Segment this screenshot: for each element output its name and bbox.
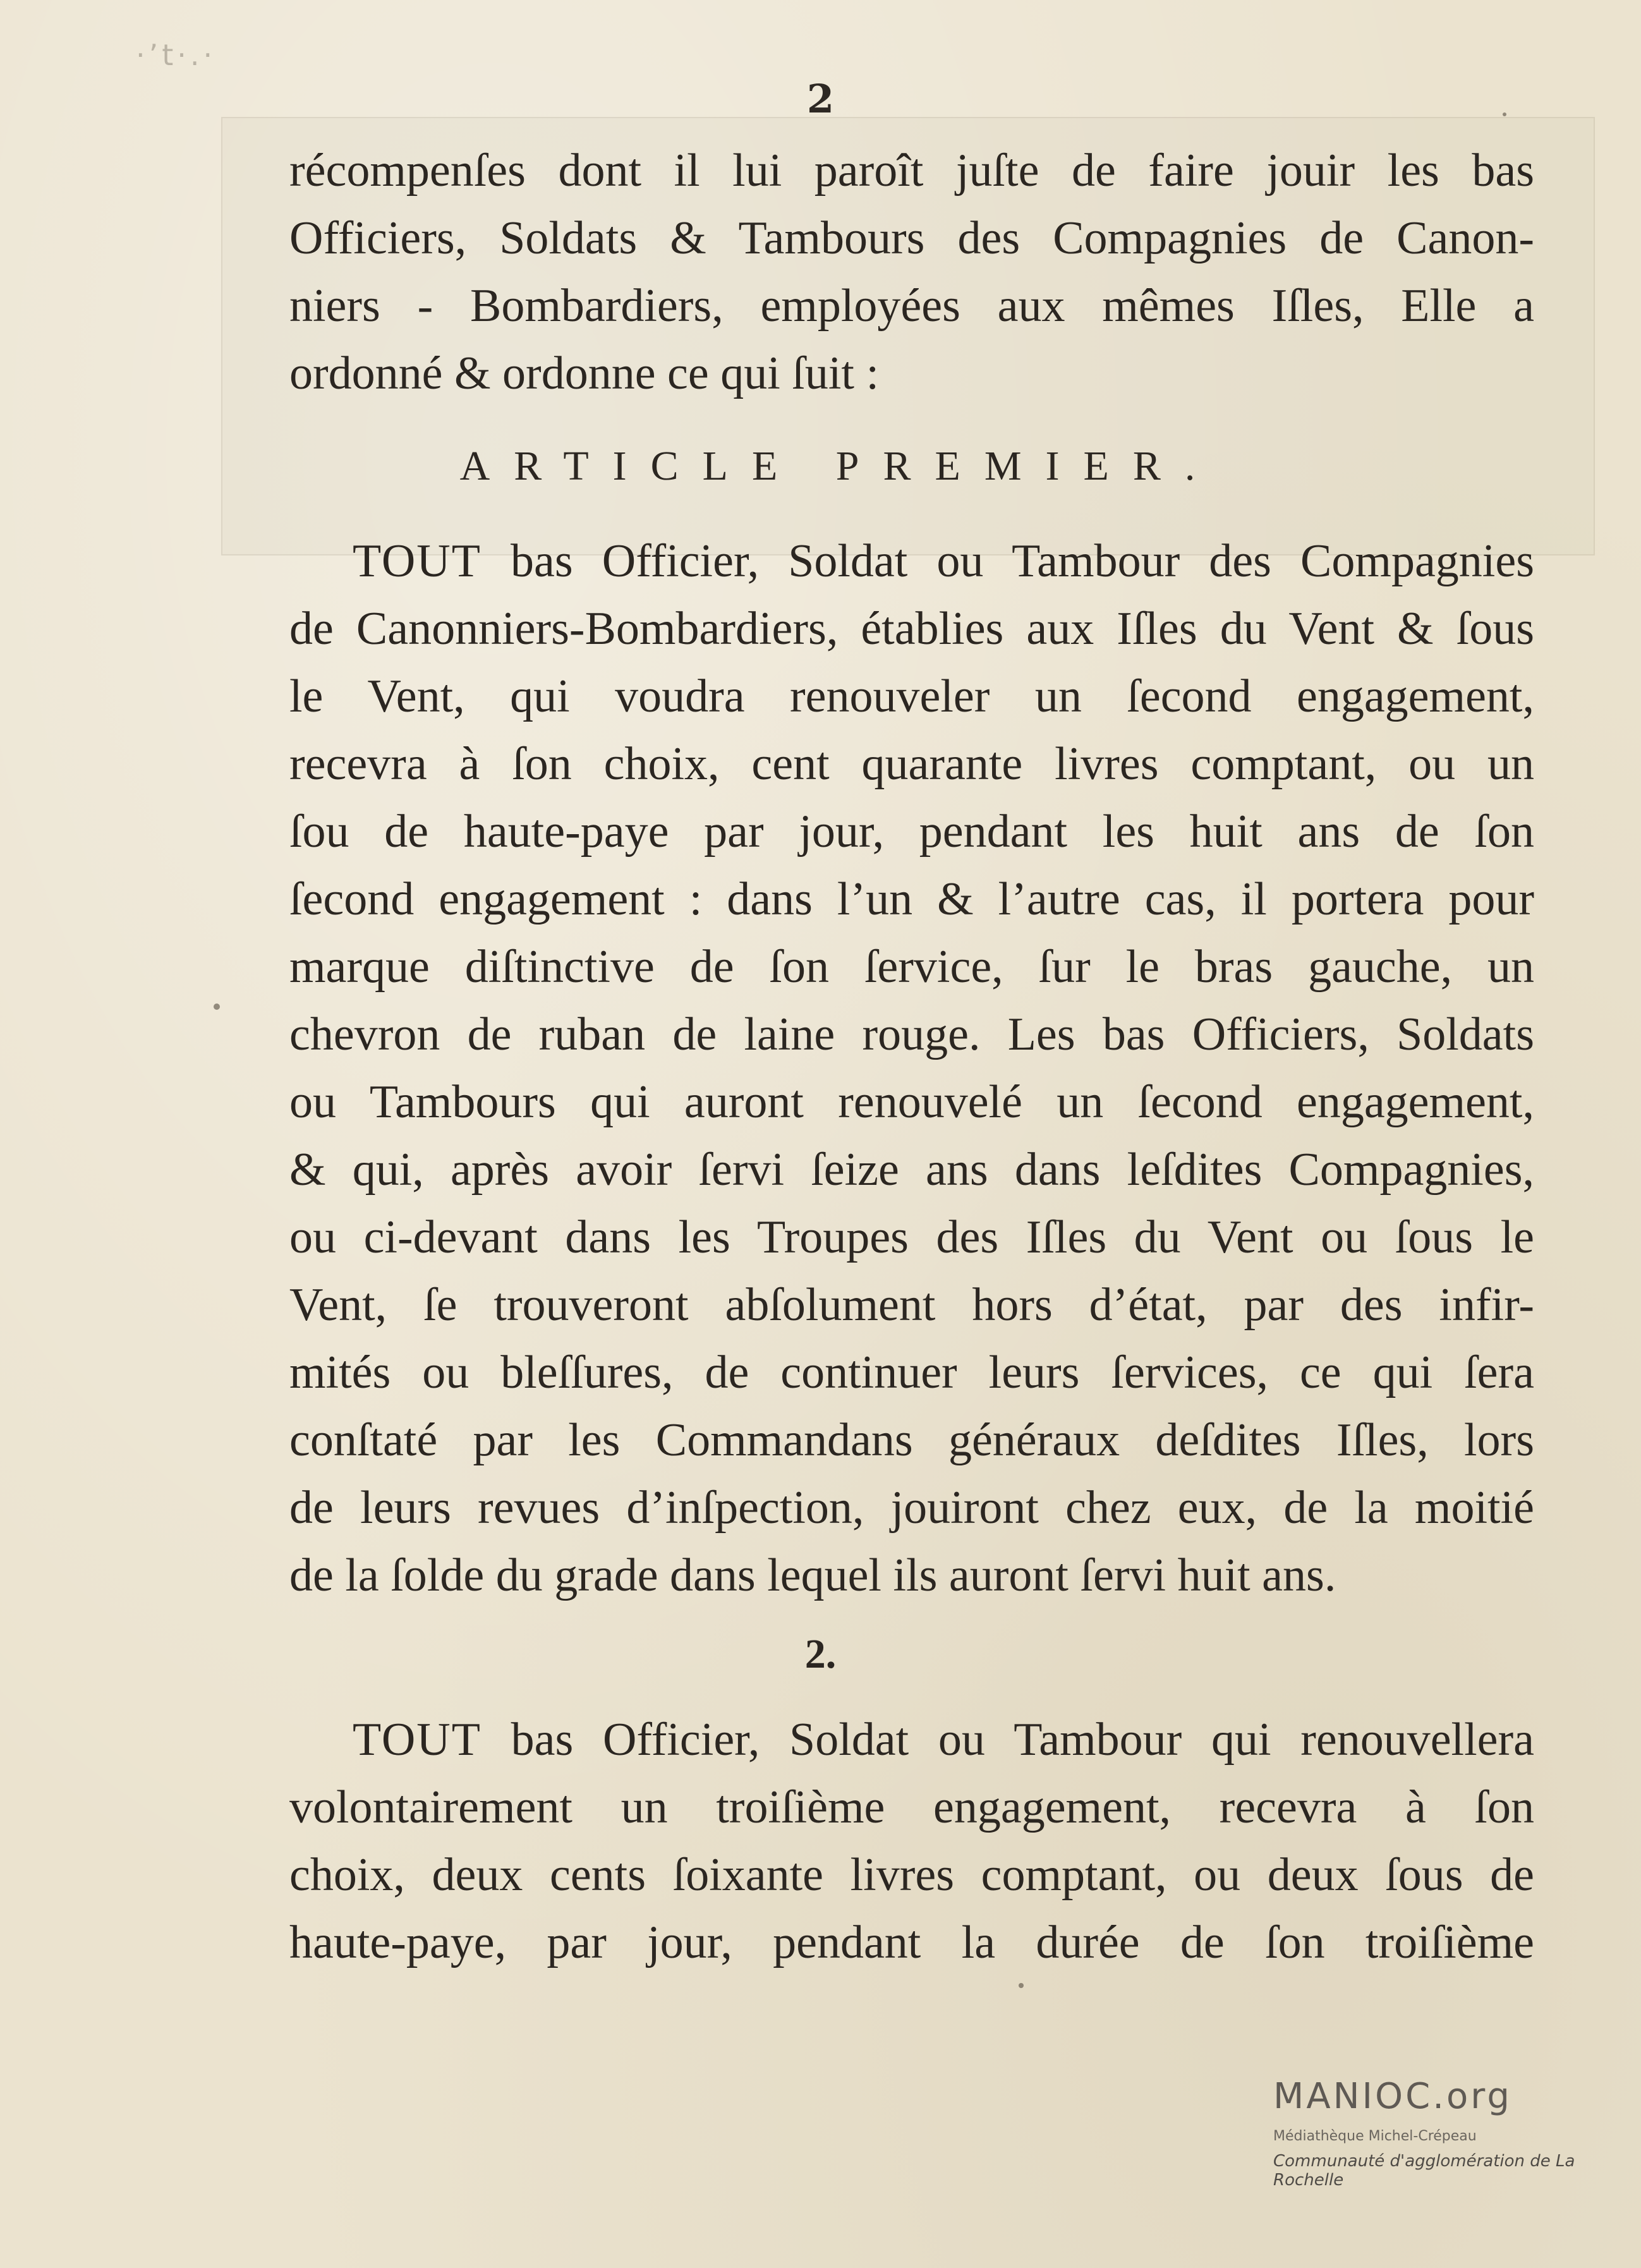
text-line: niers - Bombardiers, employées aux mêmes Iſles, Elle a [289, 280, 1534, 332]
text-line [289, 528, 1534, 595]
text-line: conſtaté par les Commandans généraux deſdites Iſles, lors [289, 1414, 1534, 1466]
text-line: haute-paye, par jour, pendant la durée de ſon troiſième [289, 1917, 1534, 1968]
lead-word: TOUT [353, 1714, 481, 1766]
article-two-heading: 2. [804, 1631, 837, 1677]
text-line: ordonné & ordonne ce qui ſuit : [289, 348, 880, 399]
article-premier-heading: ARTICLE PREMIER. [459, 443, 1220, 489]
manioc-watermark [1273, 2076, 1602, 2228]
text-line: mités ou bleſſures, de continuer leurs ſervices, ce qui ſera [289, 1347, 1534, 1398]
text-line: choix, deux cents ſoixante livres comptant, ou deux ſous de [289, 1849, 1534, 1901]
watermark-community-name: Communauté d'agglomération de La Rochelle [1273, 2152, 1575, 2190]
text-fragment: bas Officier, Soldat ou Tambour des Compagnies [481, 535, 1534, 587]
article-one-paragraph [289, 528, 1534, 1610]
text-line: chevron de ruban de laine rouge. Les bas Officiers, Soldats [289, 1009, 1534, 1060]
watermark-library-name: Médiathèque Michel-Crépeau [1273, 2128, 1477, 2144]
article-two-paragraph [289, 1706, 1534, 1977]
text-line: de Canonniers-Bombardiers, établies aux Iſles du Vent & ſous [289, 603, 1534, 655]
text-line: marque diſtinctive de ſon ſervice, ſur le bras gauche, un [289, 941, 1534, 993]
text-line: ou ci-devant dans les Troupes des Iſles du Vent ou ſous le [289, 1211, 1534, 1263]
text-line: & qui, après avoir ſervi ſeize ans dans leſdites Compagnies, [289, 1144, 1534, 1196]
paper-speck [214, 1004, 220, 1010]
text-fragment: bas Officier, Soldat ou Tambour qui renouvellera [481, 1714, 1534, 1766]
lead-word: TOUT [353, 535, 481, 587]
page-number: 2 [806, 76, 835, 122]
text-line: Officiers, Soldats & Tambours des Compagnies de Canon- [289, 212, 1534, 264]
text-line: volontairement un troiſième engagement, recevra à ſon [289, 1781, 1534, 1833]
manioc-logo: MANIOC.org [1273, 2076, 1512, 2117]
text-line: ſecond engagement : dans l’un & l’autre cas, il portera pour [289, 873, 1534, 925]
text-line: de leurs revues d’inſpection, jouiront chez eux, de la moitié [289, 1482, 1534, 1534]
text-line: de la ſolde du grade dans lequel ils auront ſervi huit ans. [289, 1549, 1336, 1601]
text-line [289, 1706, 1534, 1774]
intro-paragraph [289, 137, 1534, 408]
text-line: ou Tambours qui auront renouvelé un ſecond engagement, [289, 1076, 1534, 1128]
margin-marks: ·’t·.· [136, 38, 217, 72]
paper-speck [1503, 112, 1506, 116]
text-line: récompenſes dont il lui paroît juſte de faire jouir les bas [289, 145, 1534, 197]
paper-speck [1019, 1983, 1024, 1988]
text-line: ſou de haute-paye par jour, pendant les huit ans de ſon [289, 806, 1534, 858]
text-line: Vent, ſe trouveront abſolument hors d’état, par des infir- [289, 1279, 1534, 1331]
text-line: le Vent, qui voudra renouveler un ſecond engagement, [289, 670, 1534, 722]
text-line: recevra à ſon choix, cent quarante livres comptant, ou un [289, 738, 1534, 790]
